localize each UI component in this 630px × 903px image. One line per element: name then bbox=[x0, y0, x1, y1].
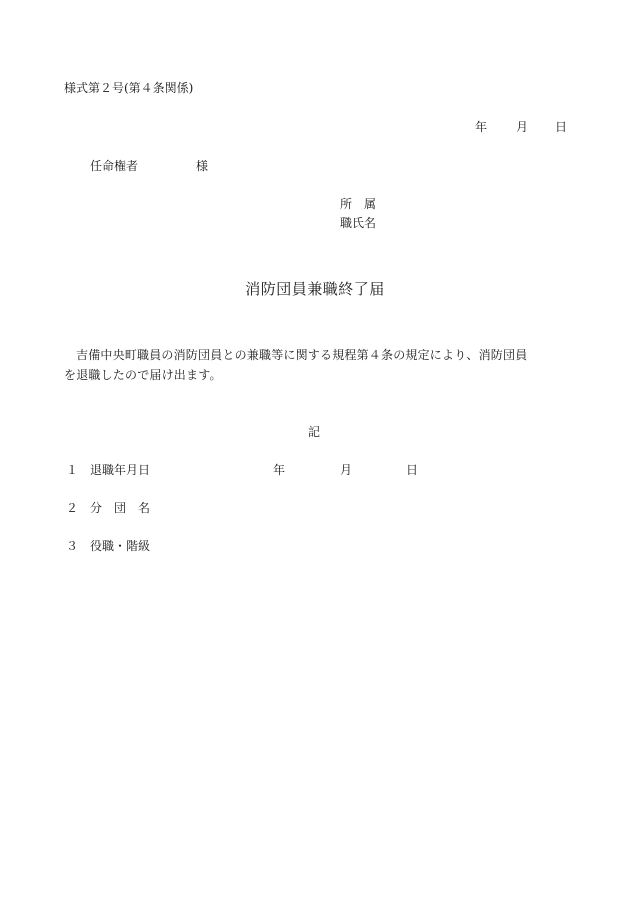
retire-date-day-label: 日 bbox=[406, 463, 419, 477]
item-label-retire-date: 退職年月日 bbox=[90, 463, 151, 477]
item-label-branch-name: 分 団 名 bbox=[90, 501, 151, 515]
date-day-label: 日 bbox=[555, 120, 568, 134]
body-paragraph bbox=[64, 345, 569, 385]
form-number: 様式第２号(第４条関係) bbox=[64, 81, 194, 95]
appointer-label: 任命権者 bbox=[90, 159, 139, 173]
position-name-label: 職氏名 bbox=[340, 216, 377, 230]
item-number: ３ bbox=[66, 539, 79, 553]
item-number: ２ bbox=[66, 501, 79, 515]
retire-date-month-label: 月 bbox=[340, 463, 353, 477]
item-label-position-rank: 役職・階級 bbox=[90, 539, 151, 553]
date-year-label: 年 bbox=[475, 120, 488, 134]
date-month-label: 月 bbox=[516, 120, 529, 134]
retire-date-year-label: 年 bbox=[273, 463, 286, 477]
item-number: １ bbox=[66, 463, 79, 477]
body-line-2: を退職したので届け出ます。 bbox=[64, 368, 222, 382]
body-line-1: 吉備中央町職員の消防団員との兼職等に関する規程第４条の規定により、消防団員 bbox=[76, 348, 528, 362]
honorific-label: 様 bbox=[196, 159, 209, 173]
affiliation-label: 所 属 bbox=[340, 197, 377, 211]
document-title: 消防団員兼職終了届 bbox=[245, 280, 385, 298]
ki-heading: 記 bbox=[308, 425, 321, 439]
